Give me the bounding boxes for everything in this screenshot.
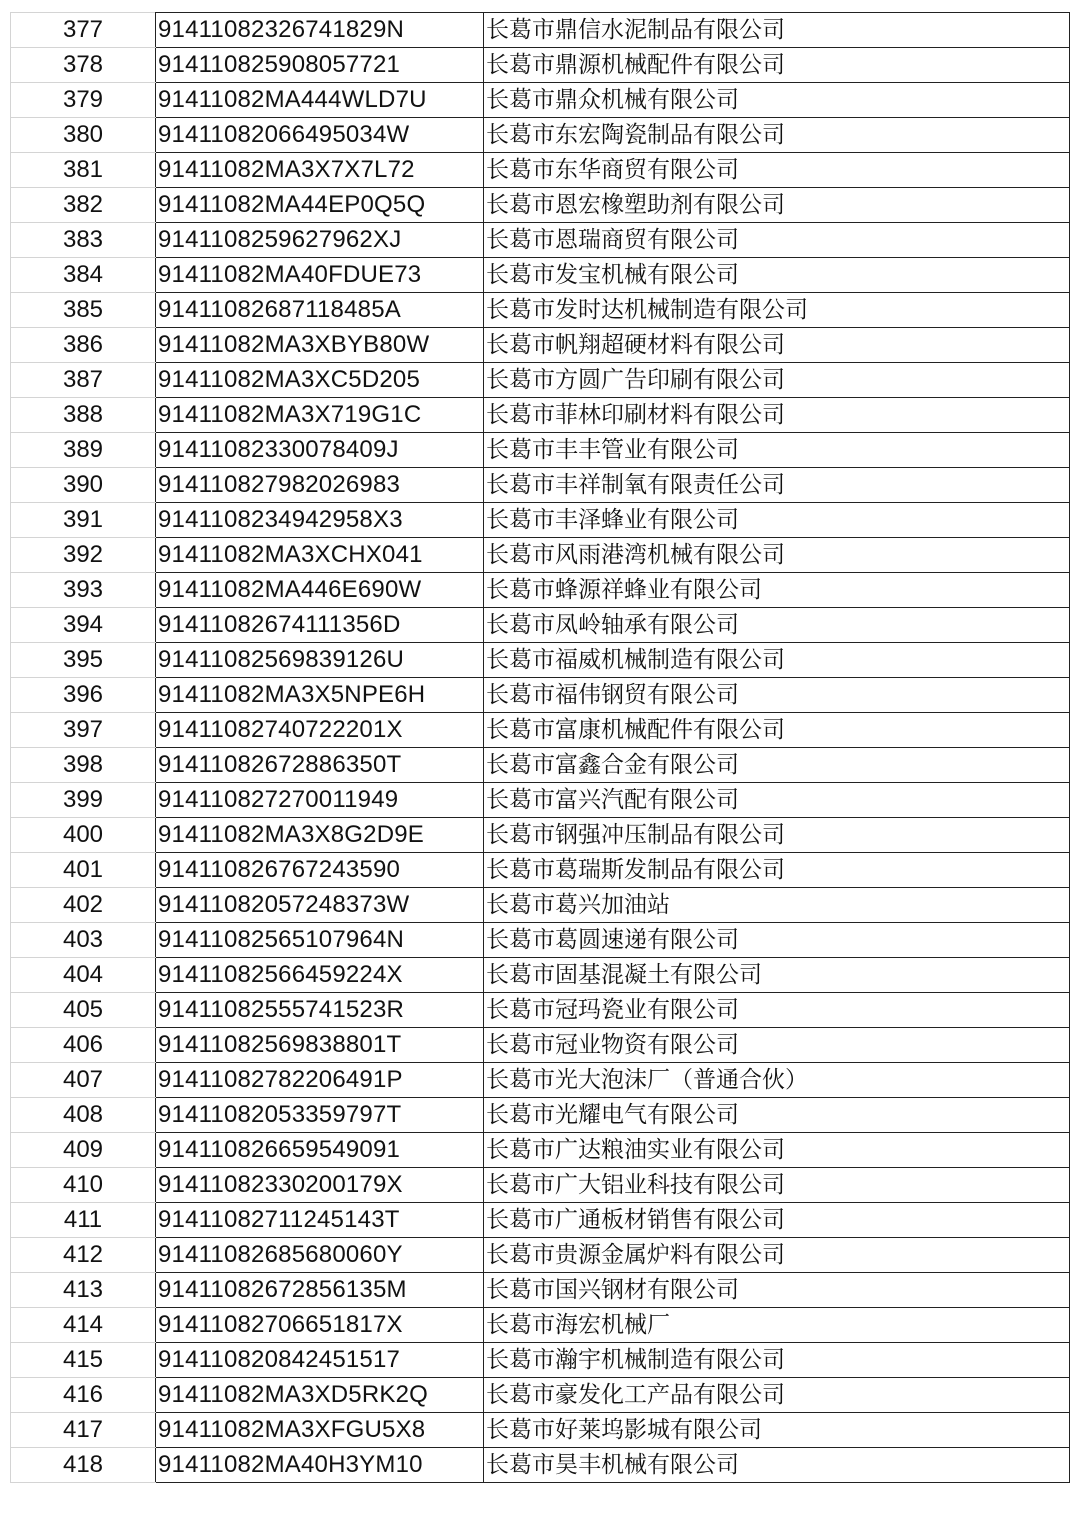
credit-code-cell: 91411082MA3X719G1C	[156, 398, 484, 433]
company-name-cell: 长葛市丰祥制氧有限责任公司	[484, 468, 1070, 503]
credit-code-cell: 91411082565107964N	[156, 923, 484, 958]
credit-code-cell: 91411082569838801T	[156, 1028, 484, 1063]
table-row	[11, 993, 1070, 1028]
table-row	[11, 923, 1070, 958]
row-number-cell: 416	[11, 1378, 156, 1413]
table-row	[11, 118, 1070, 153]
row-number-cell: 384	[11, 258, 156, 293]
company-name-cell: 长葛市福伟钢贸有限公司	[484, 678, 1070, 713]
company-name-cell: 长葛市光耀电气有限公司	[484, 1098, 1070, 1133]
credit-code-cell: 9141108234942958X3	[156, 503, 484, 538]
company-name-cell: 长葛市广大铝业科技有限公司	[484, 1168, 1070, 1203]
credit-code-cell: 91411082MA3XBYB80W	[156, 328, 484, 363]
credit-code-cell: 91411082326741829N	[156, 13, 484, 48]
row-number-cell: 405	[11, 993, 156, 1028]
row-number-cell: 387	[11, 363, 156, 398]
company-name-cell: 长葛市海宏机械厂	[484, 1308, 1070, 1343]
table-row	[11, 783, 1070, 818]
row-number-cell: 386	[11, 328, 156, 363]
company-name-cell: 长葛市鼎信水泥制品有限公司	[484, 13, 1070, 48]
company-name-cell: 长葛市豪发化工产品有限公司	[484, 1378, 1070, 1413]
row-number-cell: 389	[11, 433, 156, 468]
credit-code-cell: 914110825908057721	[156, 48, 484, 83]
credit-code-cell: 91411082057248373W	[156, 888, 484, 923]
company-name-cell: 长葛市广通板材销售有限公司	[484, 1203, 1070, 1238]
table-row	[11, 468, 1070, 503]
company-name-cell: 长葛市瀚宇机械制造有限公司	[484, 1343, 1070, 1378]
row-number-cell: 406	[11, 1028, 156, 1063]
credit-code-cell: 91411082MA3X7X7L72	[156, 153, 484, 188]
company-name-cell: 长葛市光大泡沫厂（普通合伙）	[484, 1063, 1070, 1098]
company-name-cell: 长葛市丰丰管业有限公司	[484, 433, 1070, 468]
credit-code-cell: 91411082555741523R	[156, 993, 484, 1028]
company-name-cell: 长葛市昊丰机械有限公司	[484, 1448, 1070, 1483]
credit-code-cell: 91411082MA3X8G2D9E	[156, 818, 484, 853]
credit-code-cell: 91411082MA3XCHX041	[156, 538, 484, 573]
company-name-cell: 长葛市冠业物资有限公司	[484, 1028, 1070, 1063]
row-number-cell: 393	[11, 573, 156, 608]
credit-code-cell: 91411082687118485A	[156, 293, 484, 328]
table-row	[11, 678, 1070, 713]
company-list-table	[10, 12, 1070, 1483]
credit-code-cell: 91411082MA3XD5RK2Q	[156, 1378, 484, 1413]
credit-code-cell: 914110827270011949	[156, 783, 484, 818]
table-row	[11, 398, 1070, 433]
company-name-cell: 长葛市固基混凝土有限公司	[484, 958, 1070, 993]
company-name-cell: 长葛市好莱坞影城有限公司	[484, 1413, 1070, 1448]
company-name-cell: 长葛市鼎源机械配件有限公司	[484, 48, 1070, 83]
table-row	[11, 1098, 1070, 1133]
table-row	[11, 83, 1070, 118]
company-name-cell: 长葛市发宝机械有限公司	[484, 258, 1070, 293]
table-row	[11, 503, 1070, 538]
row-number-cell: 415	[11, 1343, 156, 1378]
company-name-cell: 长葛市葛兴加油站	[484, 888, 1070, 923]
credit-code-cell: 91411082711245143T	[156, 1203, 484, 1238]
credit-code-cell: 914110826767243590	[156, 853, 484, 888]
company-name-cell: 长葛市凤岭轴承有限公司	[484, 608, 1070, 643]
row-number-cell: 407	[11, 1063, 156, 1098]
company-name-cell: 长葛市帆翔超硬材料有限公司	[484, 328, 1070, 363]
table-row	[11, 958, 1070, 993]
credit-code-cell: 91411082674111356D	[156, 608, 484, 643]
company-name-cell: 长葛市葛圆速递有限公司	[484, 923, 1070, 958]
company-name-cell: 长葛市风雨港湾机械有限公司	[484, 538, 1070, 573]
table-row	[11, 1203, 1070, 1238]
credit-code-cell: 91411082782206491P	[156, 1063, 484, 1098]
table-row	[11, 13, 1070, 48]
credit-code-cell: 91411082MA444WLD7U	[156, 83, 484, 118]
table-row	[11, 433, 1070, 468]
table-row	[11, 1378, 1070, 1413]
row-number-cell: 418	[11, 1448, 156, 1483]
company-name-cell: 长葛市菲林印刷材料有限公司	[484, 398, 1070, 433]
table-body	[11, 13, 1070, 1483]
table-row	[11, 258, 1070, 293]
table-row	[11, 1238, 1070, 1273]
table-row	[11, 48, 1070, 83]
table-row	[11, 1133, 1070, 1168]
table-row	[11, 573, 1070, 608]
credit-code-cell: 91411082MA40FDUE73	[156, 258, 484, 293]
credit-code-cell: 91411082672856135M	[156, 1273, 484, 1308]
row-number-cell: 379	[11, 83, 156, 118]
table-row	[11, 643, 1070, 678]
company-name-cell: 长葛市丰泽蜂业有限公司	[484, 503, 1070, 538]
credit-code-cell: 91411082672886350T	[156, 748, 484, 783]
row-number-cell: 403	[11, 923, 156, 958]
credit-code-cell: 91411082685680060Y	[156, 1238, 484, 1273]
table-row	[11, 153, 1070, 188]
row-number-cell: 410	[11, 1168, 156, 1203]
company-name-cell: 长葛市福威机械制造有限公司	[484, 643, 1070, 678]
row-number-cell: 380	[11, 118, 156, 153]
company-name-cell: 长葛市恩宏橡塑助剂有限公司	[484, 188, 1070, 223]
company-name-cell: 长葛市冠玛瓷业有限公司	[484, 993, 1070, 1028]
company-name-cell: 长葛市广达粮油实业有限公司	[484, 1133, 1070, 1168]
row-number-cell: 378	[11, 48, 156, 83]
row-number-cell: 391	[11, 503, 156, 538]
row-number-cell: 401	[11, 853, 156, 888]
credit-code-cell: 91411082MA446E690W	[156, 573, 484, 608]
row-number-cell: 390	[11, 468, 156, 503]
row-number-cell: 417	[11, 1413, 156, 1448]
company-name-cell: 长葛市钢强冲压制品有限公司	[484, 818, 1070, 853]
row-number-cell: 381	[11, 153, 156, 188]
company-name-cell: 长葛市东宏陶瓷制品有限公司	[484, 118, 1070, 153]
row-number-cell: 382	[11, 188, 156, 223]
credit-code-cell: 914110826659549091	[156, 1133, 484, 1168]
company-name-cell: 长葛市方圆广告印刷有限公司	[484, 363, 1070, 398]
credit-code-cell: 91411082MA3XFGU5X8	[156, 1413, 484, 1448]
table-row	[11, 1413, 1070, 1448]
company-name-cell: 长葛市鼎众机械有限公司	[484, 83, 1070, 118]
company-name-cell: 长葛市发时达机械制造有限公司	[484, 293, 1070, 328]
row-number-cell: 404	[11, 958, 156, 993]
row-number-cell: 377	[11, 13, 156, 48]
table-row	[11, 1308, 1070, 1343]
company-name-cell: 长葛市蜂源祥蜂业有限公司	[484, 573, 1070, 608]
company-name-cell: 长葛市富鑫合金有限公司	[484, 748, 1070, 783]
credit-code-cell: 91411082053359797T	[156, 1098, 484, 1133]
table-row	[11, 1343, 1070, 1378]
row-number-cell: 396	[11, 678, 156, 713]
row-number-cell: 411	[11, 1203, 156, 1238]
table-row	[11, 363, 1070, 398]
table-row	[11, 538, 1070, 573]
company-name-cell: 长葛市东华商贸有限公司	[484, 153, 1070, 188]
table-row	[11, 608, 1070, 643]
row-number-cell: 392	[11, 538, 156, 573]
table-row	[11, 293, 1070, 328]
table-row	[11, 748, 1070, 783]
company-name-cell: 长葛市葛瑞斯发制品有限公司	[484, 853, 1070, 888]
row-number-cell: 395	[11, 643, 156, 678]
row-number-cell: 400	[11, 818, 156, 853]
table-row	[11, 1028, 1070, 1063]
table-row	[11, 1273, 1070, 1308]
row-number-cell: 398	[11, 748, 156, 783]
table-row	[11, 188, 1070, 223]
row-number-cell: 385	[11, 293, 156, 328]
company-name-cell: 长葛市富康机械配件有限公司	[484, 713, 1070, 748]
table-row	[11, 888, 1070, 923]
credit-code-cell: 91411082330078409J	[156, 433, 484, 468]
row-number-cell: 414	[11, 1308, 156, 1343]
row-number-cell: 399	[11, 783, 156, 818]
row-number-cell: 397	[11, 713, 156, 748]
company-name-cell: 长葛市国兴钢材有限公司	[484, 1273, 1070, 1308]
company-name-cell: 长葛市恩瑞商贸有限公司	[484, 223, 1070, 258]
credit-code-cell: 9141108259627962XJ	[156, 223, 484, 258]
row-number-cell: 402	[11, 888, 156, 923]
credit-code-cell: 91411082330200179X	[156, 1168, 484, 1203]
credit-code-cell: 91411082066495034W	[156, 118, 484, 153]
row-number-cell: 408	[11, 1098, 156, 1133]
table-row	[11, 818, 1070, 853]
credit-code-cell: 91411082706651817X	[156, 1308, 484, 1343]
credit-code-cell: 91411082MA3X5NPE6H	[156, 678, 484, 713]
company-name-cell: 长葛市富兴汽配有限公司	[484, 783, 1070, 818]
credit-code-cell: 91411082566459224X	[156, 958, 484, 993]
row-number-cell: 383	[11, 223, 156, 258]
table-row	[11, 1063, 1070, 1098]
table-row	[11, 223, 1070, 258]
credit-code-cell: 91411082569839126U	[156, 643, 484, 678]
credit-code-cell: 91411082MA44EP0Q5Q	[156, 188, 484, 223]
company-name-cell: 长葛市贵源金属炉料有限公司	[484, 1238, 1070, 1273]
credit-code-cell: 914110827982026983	[156, 468, 484, 503]
row-number-cell: 394	[11, 608, 156, 643]
row-number-cell: 409	[11, 1133, 156, 1168]
credit-code-cell: 91411082MA40H3YM10	[156, 1448, 484, 1483]
table-row	[11, 853, 1070, 888]
row-number-cell: 412	[11, 1238, 156, 1273]
credit-code-cell: 91411082740722201X	[156, 713, 484, 748]
credit-code-cell: 914110820842451517	[156, 1343, 484, 1378]
row-number-cell: 413	[11, 1273, 156, 1308]
row-number-cell: 388	[11, 398, 156, 433]
credit-code-cell: 91411082MA3XC5D205	[156, 363, 484, 398]
table-row	[11, 1168, 1070, 1203]
table-row	[11, 713, 1070, 748]
spreadsheet-table-container	[10, 12, 1069, 1483]
table-row	[11, 1448, 1070, 1483]
table-row	[11, 328, 1070, 363]
